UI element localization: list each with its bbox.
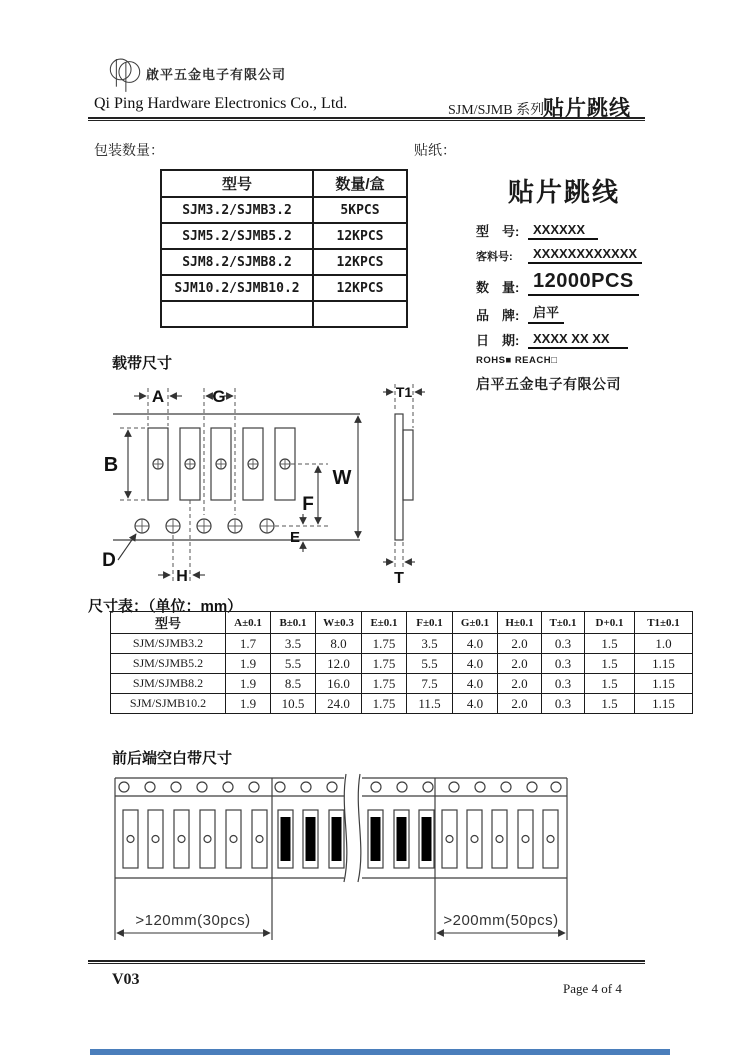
company-name-cn: 啟平五金电子有限公司 [146,67,287,82]
table-row [161,197,407,223]
sticker-field [476,270,660,296]
table-cell: SJM/SJMB5.2 [111,654,226,674]
table-cell: 11.5 [407,694,453,714]
dim-label-a: A [151,387,165,406]
dim-label-t: T [394,570,404,587]
table-cell: 3.5 [407,634,453,654]
table-cell: 1.9 [226,694,271,714]
table-header-cell: E±0.1 [362,612,407,634]
table-cell: SJM/SJMB8.2 [111,674,226,694]
dim-label-b: B [103,454,119,476]
sticker-field [476,330,660,349]
sticker-field-label: 型 号: [476,224,520,239]
table-cell: 16.0 [316,674,362,694]
sticker-field-label: 客料号: [476,251,513,263]
table-cell: 0.3 [542,654,585,674]
dim-label-e: E [289,529,301,546]
table-row [161,275,407,301]
table-cell: 1.5 [585,694,635,714]
table-cell: 0.3 [542,694,585,714]
table-cell: 7.5 [407,674,453,694]
sprocket-holes [119,782,561,792]
table-cell: 1.15 [635,694,693,714]
table-cell: 5.5 [271,654,316,674]
table-cell: 1.5 [585,674,635,694]
table-cell: SJM/SJMB3.2 [111,634,226,654]
table-cell: 1.0 [635,634,693,654]
table-cell: 1.7 [226,634,271,654]
table-cell: 2.0 [498,674,542,694]
dim-table-title: 尺寸表：（单位：mm） [88,598,243,615]
sticker-field-value: XXXXXXXXXXXX [528,246,642,264]
carrier-tape-diagram [96,370,436,588]
packaging-section-label: 包装数量： [94,142,164,158]
table-cell: 1.15 [635,654,693,674]
table-cell: 2.0 [498,694,542,714]
table-cell: 24.0 [316,694,362,714]
table-cell: SJM3.2/SJMB3.2 [161,197,313,223]
product-title: 贴片跳线 [543,97,631,120]
table-row [111,694,693,714]
table-header-cell: T1±0.1 [635,612,693,634]
sticker-field [476,302,660,324]
table-cell: 5.5 [407,654,453,674]
table-cell: 12KPCS [313,249,407,275]
table-cell: 2.0 [498,634,542,654]
table-cell: 4.0 [453,634,498,654]
compliance-checkboxes: ROHS■ REACH□ [476,355,558,366]
table-header-cell: 型号 [111,612,226,634]
table-header-cell: D+0.1 [585,612,635,634]
table-header-cell: 数量/盒 [313,170,407,197]
table-cell: 10.5 [271,694,316,714]
pocket-center-marks [153,459,290,469]
sticker-field-label: 日 期: [476,333,520,348]
table-cell: 0.3 [542,674,585,694]
table-header-cell: B±0.1 [271,612,316,634]
table-cell: SJM/SJMB10.2 [111,694,226,714]
series-label: SJM/SJMB 系列 [448,103,545,118]
table-row [161,223,407,249]
table-cell: 1.75 [362,694,407,714]
empty-pockets-trailer [442,810,558,868]
empty-pockets-leader [123,810,267,868]
footer-rule [88,960,645,964]
header-rule [88,117,645,121]
dim-label-h: H [176,568,188,585]
table-header-row [161,170,407,197]
leader-right-dimension: >200mm(50pcs) [443,912,559,929]
company-name-en: Qi Ping Hardware Electronics Co., Ltd. [94,95,348,112]
table-row [111,654,693,674]
sticker-field-value: 12000PCS [528,270,639,296]
filled-pockets [278,810,434,868]
table-cell: SJM5.2/SJMB5.2 [161,223,313,249]
table-header-cell: F±0.1 [407,612,453,634]
table-cell: 12.0 [316,654,362,674]
dimension-table [110,611,693,714]
table-row [111,674,693,694]
document-version: V03 [112,971,140,988]
sticker-field-label: 品 牌: [476,308,520,323]
dim-label-g: G [212,387,226,406]
sticker-title: 贴片跳线 [507,178,620,207]
table-header-cell: T±0.1 [542,612,585,634]
page-number: Page 4 of 4 [563,981,622,996]
table-header-cell: H±0.1 [498,612,542,634]
table-header-cell: A±0.1 [226,612,271,634]
sticker-field-value: XXXX XX XX [528,331,628,349]
sticker-field-value: 启平 [528,302,564,324]
sticker-section-label: 贴纸： [414,142,456,158]
table-row [111,634,693,654]
table-cell [161,301,313,327]
table-cell: SJM10.2/SJMB10.2 [161,275,313,301]
leader-section-title: 前后端空白带尺寸 [112,750,233,767]
table-cell: 1.15 [635,674,693,694]
packaging-table [160,169,408,328]
dim-label-w: W [332,467,352,489]
table-header-cell: G±0.1 [453,612,498,634]
table-cell: 1.5 [585,654,635,674]
sticker-field-value: XXXXXX [528,222,598,240]
table-header-row [111,612,693,634]
table-cell: 4.0 [453,654,498,674]
table-cell: 1.9 [226,654,271,674]
leader-tape-diagram [88,770,588,950]
table-cell: SJM8.2/SJMB8.2 [161,249,313,275]
table-row [161,249,407,275]
table-cell: 3.5 [271,634,316,654]
table-cell: 4.0 [453,674,498,694]
bottom-accent-bar [90,1049,670,1055]
carrier-section-title: 载带尺寸 [112,355,173,372]
table-cell: 0.3 [542,634,585,654]
table-cell [313,301,407,327]
table-cell: 12KPCS [313,223,407,249]
dim-label-d: D [102,550,116,571]
table-cell: 2.0 [498,654,542,674]
leader-left-dimension: >120mm(30pcs) [135,912,251,929]
table-cell: 1.75 [362,634,407,654]
table-cell: 8.0 [316,634,362,654]
table-cell: 1.75 [362,654,407,674]
table-header-cell: 型号 [161,170,313,197]
table-cell: 4.0 [453,694,498,714]
company-logo-icon [106,49,144,95]
sticker-field-label: 数 量: [476,280,520,295]
dim-label-f: F [302,494,314,515]
table-cell: 5KPCS [313,197,407,223]
dim-label-t1: T1 [395,384,413,400]
table-cell: 1.75 [362,674,407,694]
sticker-field [476,246,660,264]
table-header-cell: W±0.3 [316,612,362,634]
table-cell: 12KPCS [313,275,407,301]
sticker-field [476,221,660,240]
table-row [161,301,407,327]
table-cell: 1.9 [226,674,271,694]
sticker-sample [468,172,660,394]
sticker-company-name: 启平五金电子有限公司 [476,376,621,392]
sprocket-holes [135,519,274,533]
table-cell: 8.5 [271,674,316,694]
table-cell: 1.5 [585,634,635,654]
